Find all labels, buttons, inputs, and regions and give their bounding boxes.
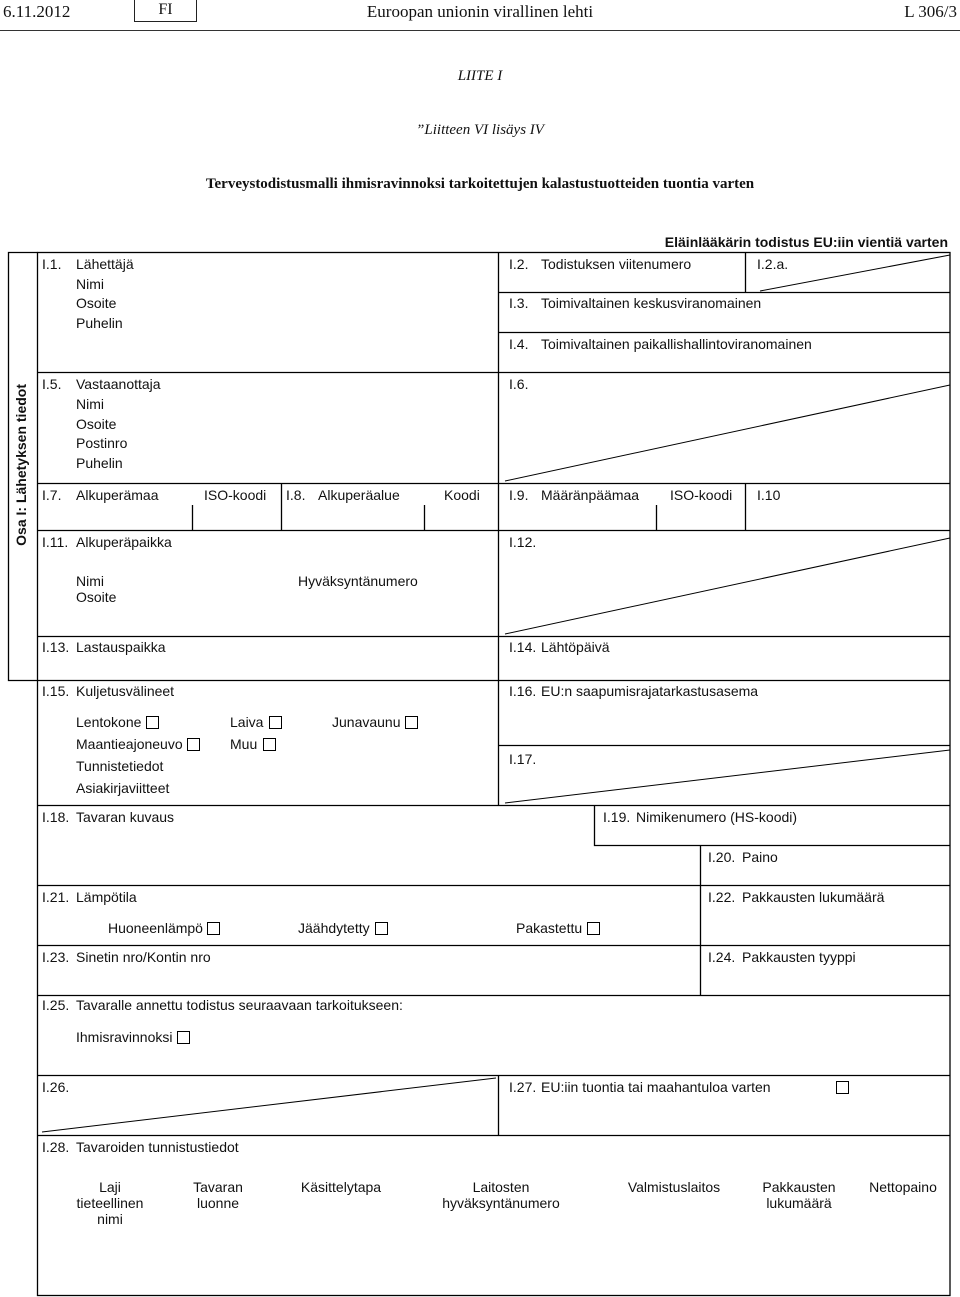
entry-bip-label: EU:n saapumisrajatarkastusasema bbox=[541, 683, 759, 699]
transport-option-label: Laiva bbox=[230, 714, 264, 730]
column-header-treatment-type: Käsittelytapa bbox=[300, 1179, 382, 1195]
region-code-label: Koodi bbox=[444, 487, 480, 503]
human-consumption-label: Ihmisravinnoksi bbox=[76, 1029, 173, 1045]
means-of-transport-code: I.15. bbox=[42, 683, 70, 699]
language-code: FI bbox=[158, 1, 173, 18]
import-admission-checkbox[interactable] bbox=[836, 1081, 849, 1094]
railway-wagon-checkbox[interactable] bbox=[405, 716, 418, 729]
consignee-name-label: Nimi bbox=[76, 396, 104, 412]
commodity-identification-label: Tavaroiden tunnistustiedot bbox=[76, 1139, 239, 1155]
place-of-origin-approval-label: Hyväksyntänumero bbox=[298, 573, 418, 589]
region-of-origin-code: I.8. bbox=[286, 487, 306, 503]
country-of-destination-iso-label: ISO-koodi bbox=[670, 487, 733, 503]
consignor-label: Lähettäjä bbox=[76, 256, 134, 272]
central-authority-code: I.3. bbox=[509, 295, 529, 311]
consignee-postcode-label: Postinro bbox=[76, 435, 128, 451]
chilled-checkbox[interactable] bbox=[375, 922, 388, 935]
field-i6-code: I.6. bbox=[509, 376, 529, 392]
local-authority-label: Toimivaltainen paikallishallintoviranomainen bbox=[541, 336, 812, 352]
documentary-references-label: Asiakirjaviitteet bbox=[76, 780, 170, 796]
seal-container-label: Sinetin nro/Kontin nro bbox=[76, 949, 211, 965]
transport-option-label: Lentokone bbox=[76, 714, 142, 730]
certificate-reference-code: I.2. bbox=[509, 256, 529, 272]
transport-option-label: Junavaunu bbox=[332, 714, 401, 730]
ambient-checkbox[interactable] bbox=[207, 922, 220, 935]
number-of-packages-code: I.22. bbox=[708, 889, 736, 905]
road-vehicle-checkbox[interactable] bbox=[187, 738, 200, 751]
strike-diagonal bbox=[42, 1078, 496, 1132]
commodity-code-code: I.19. bbox=[603, 809, 631, 825]
date-of-departure-code: I.14. bbox=[509, 639, 537, 655]
temperature-option-label: Huoneenlämpö bbox=[108, 920, 203, 936]
identification-label: Tunnistetiedot bbox=[76, 758, 164, 774]
page-reference: L 306/3 bbox=[904, 2, 957, 21]
certificate-reference-label: Todistuksen viitenumero bbox=[541, 256, 692, 272]
aeroplane-checkbox[interactable] bbox=[146, 716, 159, 729]
publication-date: 6.11.2012 bbox=[3, 2, 71, 21]
import-admission-label: EU:iin tuontia tai maahantuloa varten bbox=[541, 1079, 771, 1095]
certificate-heading: Eläinlääkärin todistus EU:iin vientiä varten bbox=[664, 234, 948, 250]
place-of-origin-code: I.11. bbox=[42, 534, 69, 550]
consignee-phone-label: Puhelin bbox=[76, 455, 123, 471]
consignor-code: I.1. bbox=[42, 256, 62, 272]
consignor-name-label: Nimi bbox=[76, 276, 104, 292]
country-of-origin-label: Alkuperämaa bbox=[76, 487, 159, 503]
human-consumption-checkbox[interactable] bbox=[177, 1031, 190, 1044]
strike-diagonal bbox=[505, 538, 950, 634]
place-of-loading-code: I.13. bbox=[42, 639, 70, 655]
column-header-manufacturing-plant: Valmistuslaitos bbox=[627, 1179, 721, 1195]
consignee-code: I.5. bbox=[42, 376, 62, 392]
document-title: Terveystodistusmalli ihmisravinnoksi tarkoitettujen kalastustuotteiden tuontia varten bbox=[205, 176, 755, 192]
field-i26-code: I.26. bbox=[42, 1079, 70, 1095]
transport-option-label: Muu bbox=[230, 736, 258, 752]
place-of-origin-label: Alkuperäpaikka bbox=[76, 534, 172, 550]
column-header-nature-of-commodity: Tavaran luonne bbox=[193, 1179, 243, 1211]
strike-diagonal bbox=[760, 255, 950, 291]
field-i2a-code: I.2.a. bbox=[757, 256, 789, 272]
column-header-approval-number: Laitosten hyväksyntänumero bbox=[442, 1179, 560, 1211]
place-of-origin-name-label: Nimi bbox=[76, 573, 104, 589]
annex-heading: LIITE I bbox=[457, 68, 503, 84]
type-of-packaging-label: Pakkausten tyyppi bbox=[742, 949, 856, 965]
commodity-description-code: I.18. bbox=[42, 809, 70, 825]
ship-checkbox[interactable] bbox=[269, 716, 282, 729]
consignee-label: Vastaanottaja bbox=[76, 376, 161, 392]
consignor-address-label: Osoite bbox=[76, 295, 117, 311]
field-i10-code: I.10 bbox=[757, 487, 781, 503]
temperature-option-label: Pakastettu bbox=[516, 920, 583, 936]
column-header-species: Laji tieteellinen nimi bbox=[76, 1179, 144, 1227]
country-of-destination-label: Määränpäämaa bbox=[541, 487, 640, 503]
seal-container-code: I.23. bbox=[42, 949, 70, 965]
date-of-departure-label: Lähtöpäivä bbox=[541, 639, 610, 655]
entry-bip-code: I.16. bbox=[509, 683, 537, 699]
strike-diagonal bbox=[505, 385, 950, 481]
field-i17-code: I.17. bbox=[509, 751, 537, 767]
region-of-origin-label: Alkuperäalue bbox=[318, 487, 400, 503]
strike-diagonal bbox=[505, 750, 950, 803]
import-admission-code: I.27. bbox=[509, 1079, 537, 1095]
field-i12-code: I.12. bbox=[509, 534, 537, 550]
consignor-phone-label: Puhelin bbox=[76, 315, 123, 331]
means-of-transport-label: Kuljetusvälineet bbox=[76, 683, 175, 699]
certified-for-code: I.25. bbox=[42, 997, 70, 1013]
column-header-net-weight: Nettopaino bbox=[869, 1179, 937, 1195]
place-of-loading-label: Lastauspaikka bbox=[76, 639, 166, 655]
type-of-packaging-code: I.24. bbox=[708, 949, 736, 965]
local-authority-code: I.4. bbox=[509, 336, 529, 352]
certified-for-label: Tavaralle annettu todistus seuraavaan tarkoitukseen: bbox=[76, 997, 403, 1013]
part-label: Osa I: Lähetyksen tiedot bbox=[13, 384, 29, 546]
consignee-address-label: Osoite bbox=[76, 416, 117, 432]
temperature-code: I.21. bbox=[42, 889, 70, 905]
commodity-identification-code: I.28. bbox=[42, 1139, 70, 1155]
commodity-description-label: Tavaran kuvaus bbox=[76, 809, 175, 825]
quantity-code: I.20. bbox=[708, 849, 736, 865]
column-header-number-of-packages: Pakkausten lukumäärä bbox=[762, 1179, 836, 1211]
frozen-checkbox[interactable] bbox=[587, 922, 600, 935]
central-authority-label: Toimivaltainen keskusviranomainen bbox=[541, 295, 762, 311]
temperature-option-label: Jäähdytetty bbox=[298, 920, 370, 936]
appendix-heading: ”Liitteen VI lisäys IV bbox=[416, 122, 544, 138]
quantity-label: Paino bbox=[742, 849, 778, 865]
other-transport-checkbox[interactable] bbox=[263, 738, 276, 751]
commodity-code-label: Nimikenumero (HS-koodi) bbox=[636, 809, 798, 825]
journal-title: Euroopan unionin virallinen lehti bbox=[366, 2, 594, 21]
country-of-origin-iso-label: ISO-koodi bbox=[204, 487, 267, 503]
temperature-label: Lämpötila bbox=[76, 889, 137, 905]
country-of-origin-code: I.7. bbox=[42, 487, 62, 503]
place-of-origin-address-label: Osoite bbox=[76, 589, 117, 605]
country-of-destination-code: I.9. bbox=[509, 487, 529, 503]
number-of-packages-label: Pakkausten lukumäärä bbox=[742, 889, 885, 905]
transport-option-label: Maantieajoneuvo bbox=[76, 736, 183, 752]
